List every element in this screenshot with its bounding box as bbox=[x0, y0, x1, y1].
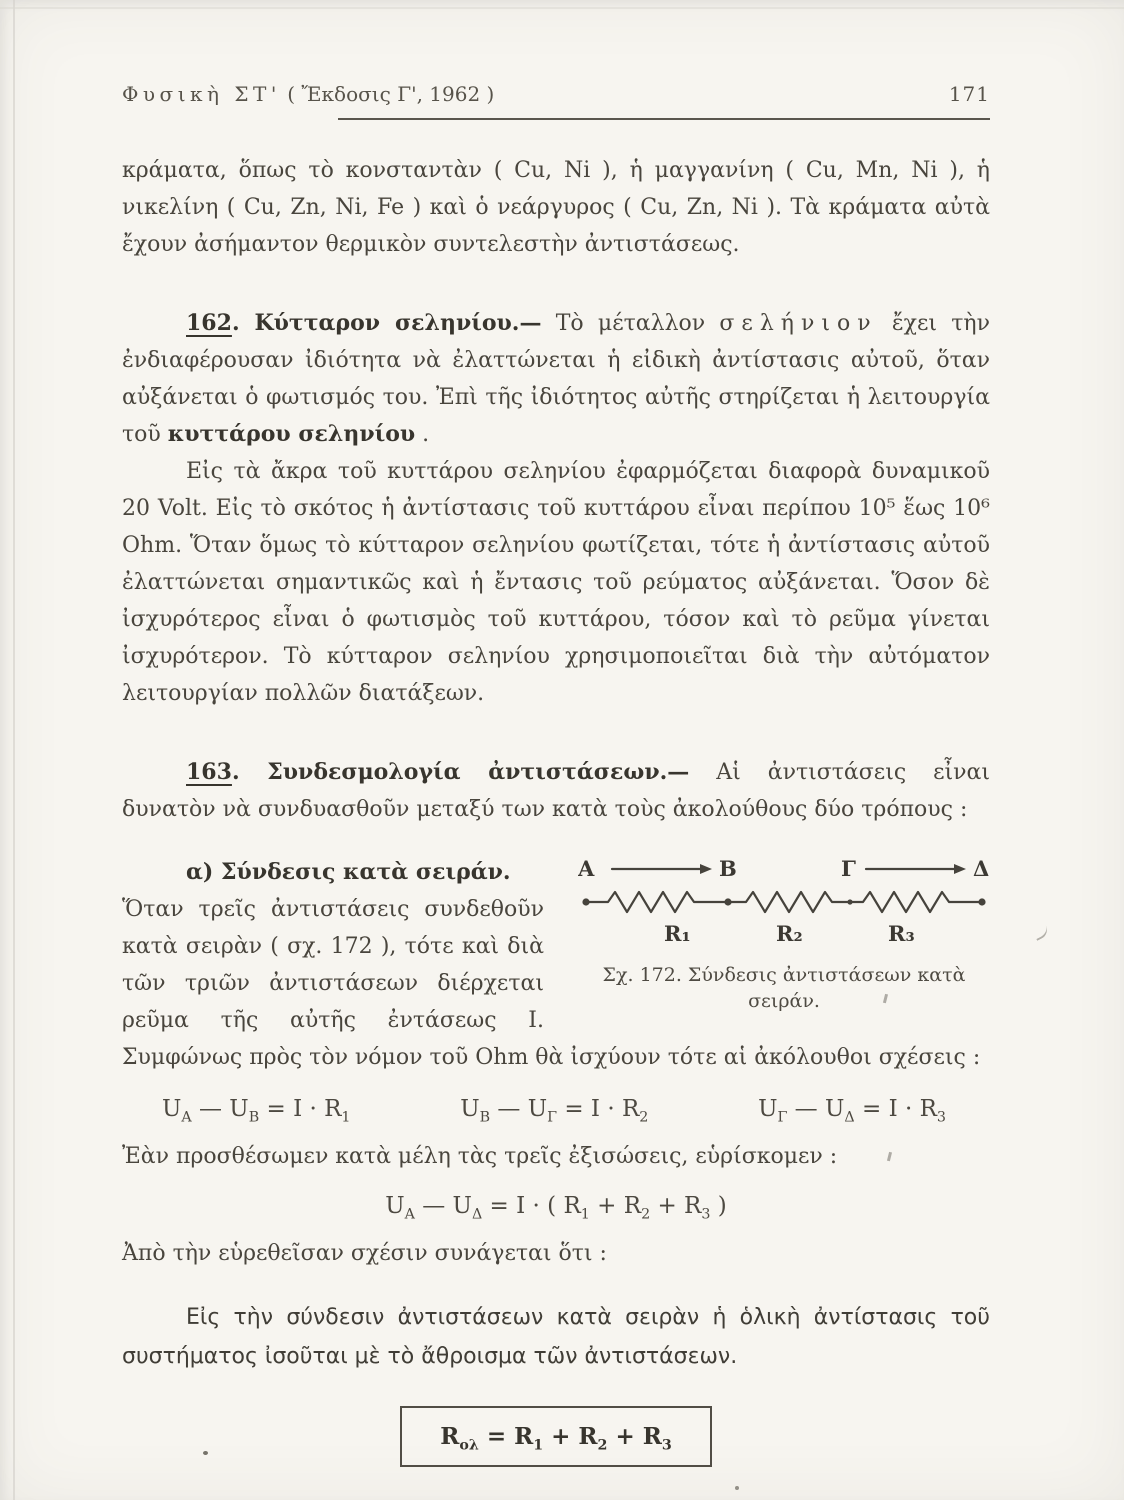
series-rule-statement: Εἰς τὴν σύνδεσιν ἀντιστάσεων κατὰ σειρὰν ἡ ὁλικὴ ἀντίστασις τοῦ συστήματος ἰσοῦται μὲ τὸ ἄθροισμα τῶν ἀντιστάσεων. bbox=[122, 1305, 990, 1369]
scan-edge-left bbox=[13, 0, 15, 1500]
section-163-text: Αἱ ἀντιστάσεις εἶναι δυνατὸν νὰ συνδυασθοῦν μεταξύ των κατὰ τοὺς ἀκολούθους δύο τρόπους : bbox=[122, 760, 990, 822]
wire-resistor-r3 bbox=[850, 892, 982, 912]
sum-intro-line: Ἐὰν προσθέσωμεν κατὰ μέλη τὰς τρεῖς ἐξισώσεις, εὑρίσκομεν : bbox=[122, 1144, 838, 1169]
wire-resistor-r1 bbox=[586, 892, 728, 912]
total-resistance-formula-box: $R_{o\lambda} = R_1 + R_2 + R_3$ bbox=[400, 1406, 712, 1467]
arrowhead-ab bbox=[700, 864, 712, 874]
equation-row bbox=[122, 1096, 990, 1126]
node-label-a: A bbox=[578, 856, 595, 881]
section-162-text-1: Τὸ μέταλλον bbox=[541, 311, 720, 336]
node-dot-d bbox=[978, 898, 985, 905]
section-162-text-2: ἔχει τὴν ἐνδιαφέρουσαν ἰδιότητα νὰ ἐλαττώνεται ἡ εἰδικὴ ἀντίστασις αὐτοῦ, ὅταν αὐξάνεται ὁ φωτισμός του. Ἐπὶ τῆς ἰδιότητος αὐτῆς στηρίζεται ἡ λειτουργία τοῦ bbox=[122, 311, 990, 447]
header-rule bbox=[338, 118, 990, 120]
section-162 bbox=[122, 305, 990, 453]
equation-3: $U_\Gamma$ — $U_\Delta = I \cdot R_3$ bbox=[758, 1096, 946, 1126]
edition-label: ( Ἔκδοσις Γ', 1962 ) bbox=[280, 82, 495, 106]
subsection-a-heading: α) Σύνδεσις κατὰ σειράν. bbox=[186, 859, 511, 885]
paragraph-alloys: κράματα, ὅπως τὸ κονσταντὰν ( Cu, Ni ), ἡ μαγγανίνη ( Cu, Mn, Ni ), ἡ νικελίνη ( Cu, Zn, Ni, Fe ) καὶ ὁ νεάργυρος ( Cu, Zn, Ni ). Τὰ κράματα αὐτὰ ἔχουν ἀσήμαντον θερμικὸν συντελεστὴν ἀντιστάσεως. bbox=[122, 158, 990, 257]
section-163-title: . Συνδεσμολογία ἀντιστάσεων.— bbox=[231, 759, 690, 785]
section-162-number: 162 bbox=[186, 310, 232, 336]
selenium-spaced-word: σελήνιον bbox=[719, 311, 878, 336]
node-label-c: Γ bbox=[841, 856, 856, 881]
section-162-text-3: . bbox=[415, 422, 430, 447]
equation-sum: $U_A$ — $U_\Delta = I$ · ( $R_1 + R_2 + R_3$ ) bbox=[385, 1193, 727, 1223]
node-dot-a bbox=[582, 898, 589, 905]
resistor-label-r2: R₂ bbox=[776, 921, 803, 946]
page-number: 171 bbox=[948, 82, 990, 106]
wire-resistor-r2 bbox=[728, 892, 850, 912]
resistor-label-r1: R₁ bbox=[664, 921, 691, 946]
figure-caption: Σχ. 172. Σύνδεσις ἀντιστάσεων κατὰ σειράν. bbox=[602, 964, 966, 1012]
paragraph-series: Ὅταν τρεῖς ἀντιστάσεις συνδεθοῦν κατὰ σειρὰν ( σχ. 172 ), τότε καὶ διὰ τῶν τριῶν ἀντιστάσεων διέρχεται ρεῦμα τῆς αὐτῆς ἐντάσεως Ι. Συμφώνως πρὸς τὸν νόμον τοῦ Ohm θὰ ἰσχύουν τότε αἱ ἀκόλουθοι σχέσεις : bbox=[122, 897, 981, 1070]
node-dot-b bbox=[724, 898, 731, 905]
section-163-number: 163 bbox=[186, 759, 232, 785]
paragraph-selenium-cell: Εἰς τὰ ἄκρα τοῦ κυττάρου σεληνίου ἐφαρμόζεται διαφορὰ δυναμικοῦ 20 Volt. Εἰς τὸ σκότος ἡ ἀντίστασις τοῦ κυττάρου εἶναι περίπου 10⁵ ἕως 10⁶ Ohm. Ὅταν ὅμως τὸ κύτταρον σεληνίου φωτίζεται, τότε ἡ ἀντίστασις αὐτοῦ ἐλαττώνεται σημαντικῶς καὶ ἡ ἔντασις τοῦ ρεύματος αὐξάνεται. Ὅσον δὲ ἰσχυρότερος εἶναι ὁ φωτισμὸς τοῦ κυττάρου, τόσον καὶ τὸ ρεῦμα γίνεται ἰσχυρότερον. Τὸ κύτταρον σεληνίου χρησιμοποιεῖται διὰ τὴν αὐτόματον λειτουργίαν πολλῶν διατάξεων. bbox=[122, 459, 990, 706]
equation-1: $U_A$ — $U_B = I \cdot R_1$ bbox=[162, 1096, 351, 1126]
node-label-b: B bbox=[719, 856, 737, 881]
book-title: Φυσικὴ ΣΤ' bbox=[122, 82, 281, 106]
arrowhead-cd bbox=[954, 864, 966, 874]
conclusion-intro-line: Ἀπὸ τὴν εὑρεθεῖσαν σχέσιν συνάγεται ὅτι : bbox=[122, 1241, 607, 1266]
running-title bbox=[122, 82, 494, 106]
resistor-label-r3: R₃ bbox=[888, 921, 915, 946]
node-dot-c bbox=[847, 899, 852, 904]
node-label-d: Δ bbox=[973, 856, 990, 881]
selenium-cell-bold: κυττάρου σεληνίου bbox=[167, 421, 416, 447]
scan-artifact-speck-2 bbox=[735, 1486, 739, 1490]
section-162-title: . Κύτταρον σεληνίου.— bbox=[231, 310, 542, 336]
page-header bbox=[122, 82, 990, 106]
series-connection-block bbox=[122, 854, 990, 1076]
section-163 bbox=[122, 754, 990, 828]
scan-edge-top bbox=[0, 7, 1124, 9]
scan-artifact-speck-1 bbox=[203, 1451, 208, 1455]
figure-172 bbox=[578, 854, 990, 1014]
circuit-diagram bbox=[578, 854, 990, 946]
equation-2: $U_B$ — $U_\Gamma = I \cdot R_2$ bbox=[460, 1096, 649, 1126]
